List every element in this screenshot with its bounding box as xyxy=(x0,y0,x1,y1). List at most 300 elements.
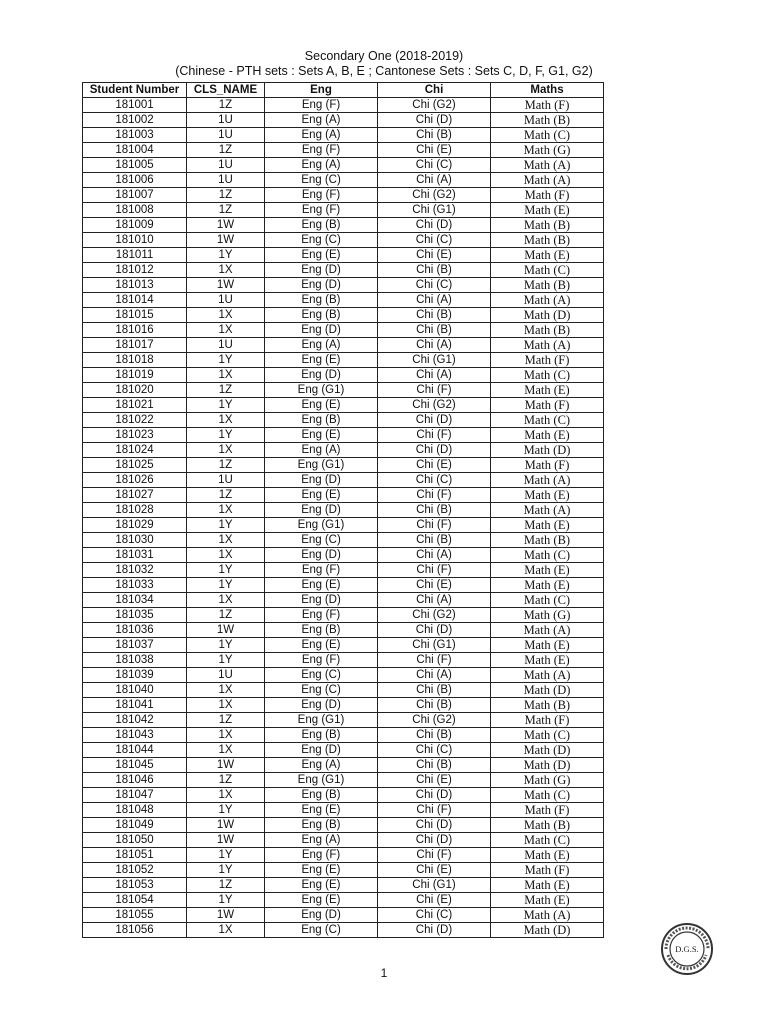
header-chi: Chi xyxy=(378,83,491,98)
cell-eng: Eng (G1) xyxy=(265,383,378,398)
cell-cls-name: 1Y xyxy=(187,893,265,908)
cell-cls-name: 1X xyxy=(187,368,265,383)
cell-chi: Chi (E) xyxy=(378,773,491,788)
table-row xyxy=(83,413,604,428)
table-row xyxy=(83,308,604,323)
table-row xyxy=(83,713,604,728)
cell-eng: Eng (A) xyxy=(265,758,378,773)
cell-cls-name: 1Y xyxy=(187,863,265,878)
header-eng: Eng xyxy=(265,83,378,98)
cell-cls-name: 1W xyxy=(187,818,265,833)
cell-chi: Chi (B) xyxy=(378,308,491,323)
cell-eng: Eng (D) xyxy=(265,908,378,923)
cell-maths: Math (D) xyxy=(491,308,604,323)
cell-chi: Chi (E) xyxy=(378,578,491,593)
cell-eng: Eng (B) xyxy=(265,623,378,638)
table-row xyxy=(83,503,604,518)
cell-maths: Math (D) xyxy=(491,683,604,698)
cell-eng: Eng (D) xyxy=(265,278,378,293)
cell-eng: Eng (B) xyxy=(265,728,378,743)
cell-maths: Math (A) xyxy=(491,158,604,173)
cell-cls-name: 1U xyxy=(187,293,265,308)
cell-chi: Chi (B) xyxy=(378,263,491,278)
table-row xyxy=(83,668,604,683)
cell-student-number: 181028 xyxy=(83,503,187,518)
table-row xyxy=(83,263,604,278)
cell-maths: Math (C) xyxy=(491,593,604,608)
cell-eng: Eng (F) xyxy=(265,203,378,218)
cell-cls-name: 1Z xyxy=(187,188,265,203)
cell-eng: Eng (D) xyxy=(265,473,378,488)
cell-chi: Chi (C) xyxy=(378,473,491,488)
cell-maths: Math (B) xyxy=(491,818,604,833)
cell-eng: Eng (A) xyxy=(265,833,378,848)
cell-cls-name: 1X xyxy=(187,548,265,563)
table-row xyxy=(83,368,604,383)
cell-chi: Chi (B) xyxy=(378,728,491,743)
cell-student-number: 181052 xyxy=(83,863,187,878)
cell-cls-name: 1W xyxy=(187,908,265,923)
cell-eng: Eng (E) xyxy=(265,803,378,818)
cell-student-number: 181010 xyxy=(83,233,187,248)
cell-maths: Math (E) xyxy=(491,878,604,893)
cell-eng: Eng (G1) xyxy=(265,458,378,473)
header-student-number: Student Number xyxy=(83,83,187,98)
cell-chi: Chi (B) xyxy=(378,128,491,143)
table-row xyxy=(83,338,604,353)
cell-student-number: 181037 xyxy=(83,638,187,653)
cell-cls-name: 1U xyxy=(187,173,265,188)
cell-eng: Eng (E) xyxy=(265,428,378,443)
cell-student-number: 181011 xyxy=(83,248,187,263)
cell-chi: Chi (G2) xyxy=(378,98,491,113)
cell-chi: Chi (A) xyxy=(378,293,491,308)
cell-eng: Eng (C) xyxy=(265,668,378,683)
table-row xyxy=(83,158,604,173)
cell-eng: Eng (E) xyxy=(265,398,378,413)
cell-eng: Eng (E) xyxy=(265,488,378,503)
table-row xyxy=(83,443,604,458)
cell-student-number: 181048 xyxy=(83,803,187,818)
cell-cls-name: 1U xyxy=(187,158,265,173)
cell-cls-name: 1U xyxy=(187,113,265,128)
cell-student-number: 181034 xyxy=(83,593,187,608)
table-row xyxy=(83,803,604,818)
cell-eng: Eng (E) xyxy=(265,353,378,368)
cell-student-number: 181054 xyxy=(83,893,187,908)
cell-cls-name: 1Z xyxy=(187,608,265,623)
cell-eng: Eng (E) xyxy=(265,893,378,908)
table-row xyxy=(83,128,604,143)
cell-chi: Chi (C) xyxy=(378,743,491,758)
cell-maths: Math (G) xyxy=(491,608,604,623)
cell-maths: Math (B) xyxy=(491,218,604,233)
cell-chi: Chi (C) xyxy=(378,158,491,173)
cell-student-number: 181056 xyxy=(83,923,187,938)
cell-chi: Chi (D) xyxy=(378,833,491,848)
cell-cls-name: 1Z xyxy=(187,488,265,503)
cell-student-number: 181009 xyxy=(83,218,187,233)
cell-student-number: 181029 xyxy=(83,518,187,533)
cell-maths: Math (E) xyxy=(491,893,604,908)
cell-cls-name: 1Z xyxy=(187,203,265,218)
cell-cls-name: 1W xyxy=(187,833,265,848)
cell-maths: Math (G) xyxy=(491,773,604,788)
cell-student-number: 181023 xyxy=(83,428,187,443)
cell-student-number: 181015 xyxy=(83,308,187,323)
cell-eng: Eng (C) xyxy=(265,923,378,938)
table-row xyxy=(83,113,604,128)
cell-student-number: 181017 xyxy=(83,338,187,353)
cell-maths: Math (E) xyxy=(491,518,604,533)
cell-eng: Eng (B) xyxy=(265,413,378,428)
cell-student-number: 181026 xyxy=(83,473,187,488)
cell-cls-name: 1W xyxy=(187,758,265,773)
cell-maths: Math (A) xyxy=(491,908,604,923)
cell-cls-name: 1W xyxy=(187,278,265,293)
cell-eng: Eng (E) xyxy=(265,863,378,878)
cell-cls-name: 1X xyxy=(187,683,265,698)
cell-student-number: 181053 xyxy=(83,878,187,893)
cell-student-number: 181005 xyxy=(83,158,187,173)
cell-eng: Eng (E) xyxy=(265,878,378,893)
cell-student-number: 181041 xyxy=(83,698,187,713)
cell-chi: Chi (F) xyxy=(378,488,491,503)
table-row xyxy=(83,728,604,743)
cell-chi: Chi (A) xyxy=(378,338,491,353)
cell-chi: Chi (A) xyxy=(378,173,491,188)
cell-maths: Math (E) xyxy=(491,248,604,263)
cell-student-number: 181014 xyxy=(83,293,187,308)
cell-cls-name: 1Z xyxy=(187,143,265,158)
cell-maths: Math (B) xyxy=(491,323,604,338)
cell-eng: Eng (F) xyxy=(265,653,378,668)
cell-eng: Eng (C) xyxy=(265,173,378,188)
cell-eng: Eng (B) xyxy=(265,218,378,233)
cell-eng: Eng (F) xyxy=(265,563,378,578)
cell-student-number: 181016 xyxy=(83,323,187,338)
cell-eng: Eng (A) xyxy=(265,128,378,143)
cell-chi: Chi (G1) xyxy=(378,638,491,653)
cell-student-number: 181006 xyxy=(83,173,187,188)
cell-cls-name: 1X xyxy=(187,698,265,713)
cell-chi: Chi (E) xyxy=(378,458,491,473)
table-row xyxy=(83,353,604,368)
cell-chi: Chi (F) xyxy=(378,653,491,668)
table-row xyxy=(83,488,604,503)
cell-cls-name: 1Y xyxy=(187,398,265,413)
cell-maths: Math (E) xyxy=(491,638,604,653)
cell-student-number: 181039 xyxy=(83,668,187,683)
cell-maths: Math (F) xyxy=(491,98,604,113)
table-row xyxy=(83,743,604,758)
cell-eng: Eng (B) xyxy=(265,293,378,308)
cell-maths: Math (A) xyxy=(491,668,604,683)
cell-eng: Eng (F) xyxy=(265,188,378,203)
cell-cls-name: 1X xyxy=(187,443,265,458)
cell-cls-name: 1Z xyxy=(187,878,265,893)
cell-cls-name: 1Y xyxy=(187,638,265,653)
cell-student-number: 181033 xyxy=(83,578,187,593)
table-row xyxy=(83,218,604,233)
cell-student-number: 181055 xyxy=(83,908,187,923)
cell-maths: Math (C) xyxy=(491,548,604,563)
cell-eng: Eng (D) xyxy=(265,263,378,278)
table-row xyxy=(83,653,604,668)
table-row xyxy=(83,428,604,443)
cell-chi: Chi (E) xyxy=(378,248,491,263)
cell-eng: Eng (A) xyxy=(265,443,378,458)
cell-student-number: 181027 xyxy=(83,488,187,503)
table-row xyxy=(83,143,604,158)
cell-maths: Math (C) xyxy=(491,833,604,848)
cell-eng: Eng (C) xyxy=(265,233,378,248)
table-row xyxy=(83,608,604,623)
cell-chi: Chi (G1) xyxy=(378,878,491,893)
cell-eng: Eng (C) xyxy=(265,683,378,698)
table-row xyxy=(83,758,604,773)
cell-cls-name: 1Z xyxy=(187,458,265,473)
cell-eng: Eng (G1) xyxy=(265,518,378,533)
cell-chi: Chi (E) xyxy=(378,143,491,158)
cell-student-number: 181049 xyxy=(83,818,187,833)
cell-eng: Eng (F) xyxy=(265,608,378,623)
cell-chi: Chi (F) xyxy=(378,428,491,443)
cell-eng: Eng (C) xyxy=(265,533,378,548)
cell-maths: Math (C) xyxy=(491,413,604,428)
cell-maths: Math (E) xyxy=(491,563,604,578)
cell-maths: Math (B) xyxy=(491,233,604,248)
cell-chi: Chi (F) xyxy=(378,383,491,398)
table-row xyxy=(83,563,604,578)
table-row xyxy=(83,638,604,653)
cell-cls-name: 1U xyxy=(187,128,265,143)
cell-student-number: 181044 xyxy=(83,743,187,758)
cell-maths: Math (A) xyxy=(491,623,604,638)
cell-student-number: 181019 xyxy=(83,368,187,383)
cell-cls-name: 1Y xyxy=(187,653,265,668)
cell-maths: Math (E) xyxy=(491,383,604,398)
cell-student-number: 181025 xyxy=(83,458,187,473)
cell-eng: Eng (G1) xyxy=(265,773,378,788)
cell-cls-name: 1Z xyxy=(187,98,265,113)
cell-student-number: 181013 xyxy=(83,278,187,293)
cell-chi: Chi (F) xyxy=(378,518,491,533)
cell-cls-name: 1W xyxy=(187,233,265,248)
table-row xyxy=(83,683,604,698)
cell-student-number: 181007 xyxy=(83,188,187,203)
cell-eng: Eng (D) xyxy=(265,593,378,608)
cell-maths: Math (F) xyxy=(491,803,604,818)
cell-cls-name: 1W xyxy=(187,218,265,233)
cell-eng: Eng (E) xyxy=(265,578,378,593)
cell-student-number: 181036 xyxy=(83,623,187,638)
cell-student-number: 181046 xyxy=(83,773,187,788)
table-row xyxy=(83,698,604,713)
cell-chi: Chi (E) xyxy=(378,863,491,878)
cell-eng: Eng (E) xyxy=(265,638,378,653)
cell-chi: Chi (C) xyxy=(378,278,491,293)
cell-eng: Eng (A) xyxy=(265,113,378,128)
table-row xyxy=(83,773,604,788)
cell-maths: Math (D) xyxy=(491,743,604,758)
cell-maths: Math (G) xyxy=(491,143,604,158)
cell-eng: Eng (D) xyxy=(265,368,378,383)
cell-chi: Chi (A) xyxy=(378,668,491,683)
cell-student-number: 181018 xyxy=(83,353,187,368)
cell-cls-name: 1Y xyxy=(187,578,265,593)
cell-cls-name: 1Y xyxy=(187,803,265,818)
table-row xyxy=(83,518,604,533)
cell-chi: Chi (G2) xyxy=(378,713,491,728)
cell-eng: Eng (B) xyxy=(265,818,378,833)
cell-maths: Math (B) xyxy=(491,278,604,293)
cell-maths: Math (C) xyxy=(491,728,604,743)
cell-cls-name: 1X xyxy=(187,413,265,428)
cell-student-number: 181002 xyxy=(83,113,187,128)
table-row xyxy=(83,233,604,248)
cell-chi: Chi (G2) xyxy=(378,398,491,413)
cell-chi: Chi (B) xyxy=(378,503,491,518)
cell-chi: Chi (E) xyxy=(378,893,491,908)
cell-cls-name: 1X xyxy=(187,593,265,608)
cell-maths: Math (A) xyxy=(491,173,604,188)
cell-cls-name: 1Y xyxy=(187,563,265,578)
cell-chi: Chi (G1) xyxy=(378,203,491,218)
cell-eng: Eng (D) xyxy=(265,503,378,518)
cell-maths: Math (B) xyxy=(491,698,604,713)
cell-maths: Math (F) xyxy=(491,863,604,878)
cell-maths: Math (B) xyxy=(491,533,604,548)
cell-student-number: 181043 xyxy=(83,728,187,743)
cell-eng: Eng (G1) xyxy=(265,713,378,728)
student-sets-table xyxy=(82,82,604,938)
cell-maths: Math (E) xyxy=(491,488,604,503)
cell-chi: Chi (A) xyxy=(378,368,491,383)
cell-student-number: 181031 xyxy=(83,548,187,563)
cell-eng: Eng (E) xyxy=(265,248,378,263)
cell-student-number: 181030 xyxy=(83,533,187,548)
table-row xyxy=(83,893,604,908)
cell-cls-name: 1X xyxy=(187,533,265,548)
cell-maths: Math (D) xyxy=(491,443,604,458)
cell-student-number: 181045 xyxy=(83,758,187,773)
cell-maths: Math (E) xyxy=(491,848,604,863)
cell-chi: Chi (B) xyxy=(378,698,491,713)
cell-student-number: 181035 xyxy=(83,608,187,623)
table-row xyxy=(83,623,604,638)
cell-student-number: 181038 xyxy=(83,653,187,668)
cell-student-number: 181047 xyxy=(83,788,187,803)
cell-chi: Chi (B) xyxy=(378,758,491,773)
cell-chi: Chi (C) xyxy=(378,233,491,248)
cell-student-number: 181051 xyxy=(83,848,187,863)
cell-maths: Math (F) xyxy=(491,398,604,413)
table-row xyxy=(83,533,604,548)
cell-chi: Chi (G1) xyxy=(378,353,491,368)
table-body xyxy=(83,98,604,938)
table-row xyxy=(83,548,604,563)
cell-chi: Chi (F) xyxy=(378,848,491,863)
cell-student-number: 181032 xyxy=(83,563,187,578)
school-stamp-seal xyxy=(660,922,714,976)
cell-eng: Eng (D) xyxy=(265,323,378,338)
cell-eng: Eng (D) xyxy=(265,743,378,758)
table-row xyxy=(83,908,604,923)
cell-eng: Eng (A) xyxy=(265,158,378,173)
cell-cls-name: 1U xyxy=(187,338,265,353)
cell-chi: Chi (G2) xyxy=(378,608,491,623)
stamp-text: D.G.S. xyxy=(675,944,699,954)
cell-chi: Chi (B) xyxy=(378,323,491,338)
cell-cls-name: 1U xyxy=(187,668,265,683)
cell-cls-name: 1Y xyxy=(187,848,265,863)
table-row xyxy=(83,818,604,833)
cell-chi: Chi (F) xyxy=(378,803,491,818)
cell-maths: Math (C) xyxy=(491,788,604,803)
cell-cls-name: 1X xyxy=(187,308,265,323)
table-row xyxy=(83,278,604,293)
cell-cls-name: 1X xyxy=(187,728,265,743)
cell-chi: Chi (A) xyxy=(378,548,491,563)
cell-eng: Eng (B) xyxy=(265,308,378,323)
header-cls-name: CLS_NAME xyxy=(187,83,265,98)
page-number: 1 xyxy=(380,966,388,980)
table-row xyxy=(83,458,604,473)
cell-maths: Math (E) xyxy=(491,653,604,668)
cell-maths: Math (A) xyxy=(491,503,604,518)
cell-chi: Chi (D) xyxy=(378,623,491,638)
table-row xyxy=(83,188,604,203)
cell-maths: Math (C) xyxy=(491,128,604,143)
cell-cls-name: 1Z xyxy=(187,773,265,788)
cell-student-number: 181024 xyxy=(83,443,187,458)
cell-chi: Chi (A) xyxy=(378,593,491,608)
table-row xyxy=(83,833,604,848)
cell-cls-name: 1X xyxy=(187,923,265,938)
cell-maths: Math (A) xyxy=(491,338,604,353)
table-row xyxy=(83,248,604,263)
table-row xyxy=(83,473,604,488)
table-row xyxy=(83,293,604,308)
cell-cls-name: 1Z xyxy=(187,383,265,398)
table-row xyxy=(83,578,604,593)
cell-eng: Eng (F) xyxy=(265,143,378,158)
table-row xyxy=(83,923,604,938)
cell-maths: Math (C) xyxy=(491,263,604,278)
cell-cls-name: 1U xyxy=(187,473,265,488)
cell-maths: Math (D) xyxy=(491,758,604,773)
table-row xyxy=(83,863,604,878)
cell-eng: Eng (F) xyxy=(265,848,378,863)
cell-maths: Math (E) xyxy=(491,428,604,443)
cell-eng: Eng (B) xyxy=(265,788,378,803)
cell-chi: Chi (F) xyxy=(378,563,491,578)
cell-student-number: 181020 xyxy=(83,383,187,398)
cell-maths: Math (F) xyxy=(491,458,604,473)
cell-maths: Math (E) xyxy=(491,203,604,218)
cell-eng: Eng (D) xyxy=(265,548,378,563)
cell-cls-name: 1Z xyxy=(187,713,265,728)
cell-cls-name: 1Y xyxy=(187,248,265,263)
table-row xyxy=(83,593,604,608)
cell-student-number: 181042 xyxy=(83,713,187,728)
cell-eng: Eng (D) xyxy=(265,698,378,713)
cell-maths: Math (D) xyxy=(491,923,604,938)
table-row xyxy=(83,878,604,893)
cell-maths: Math (F) xyxy=(491,188,604,203)
cell-chi: Chi (D) xyxy=(378,218,491,233)
